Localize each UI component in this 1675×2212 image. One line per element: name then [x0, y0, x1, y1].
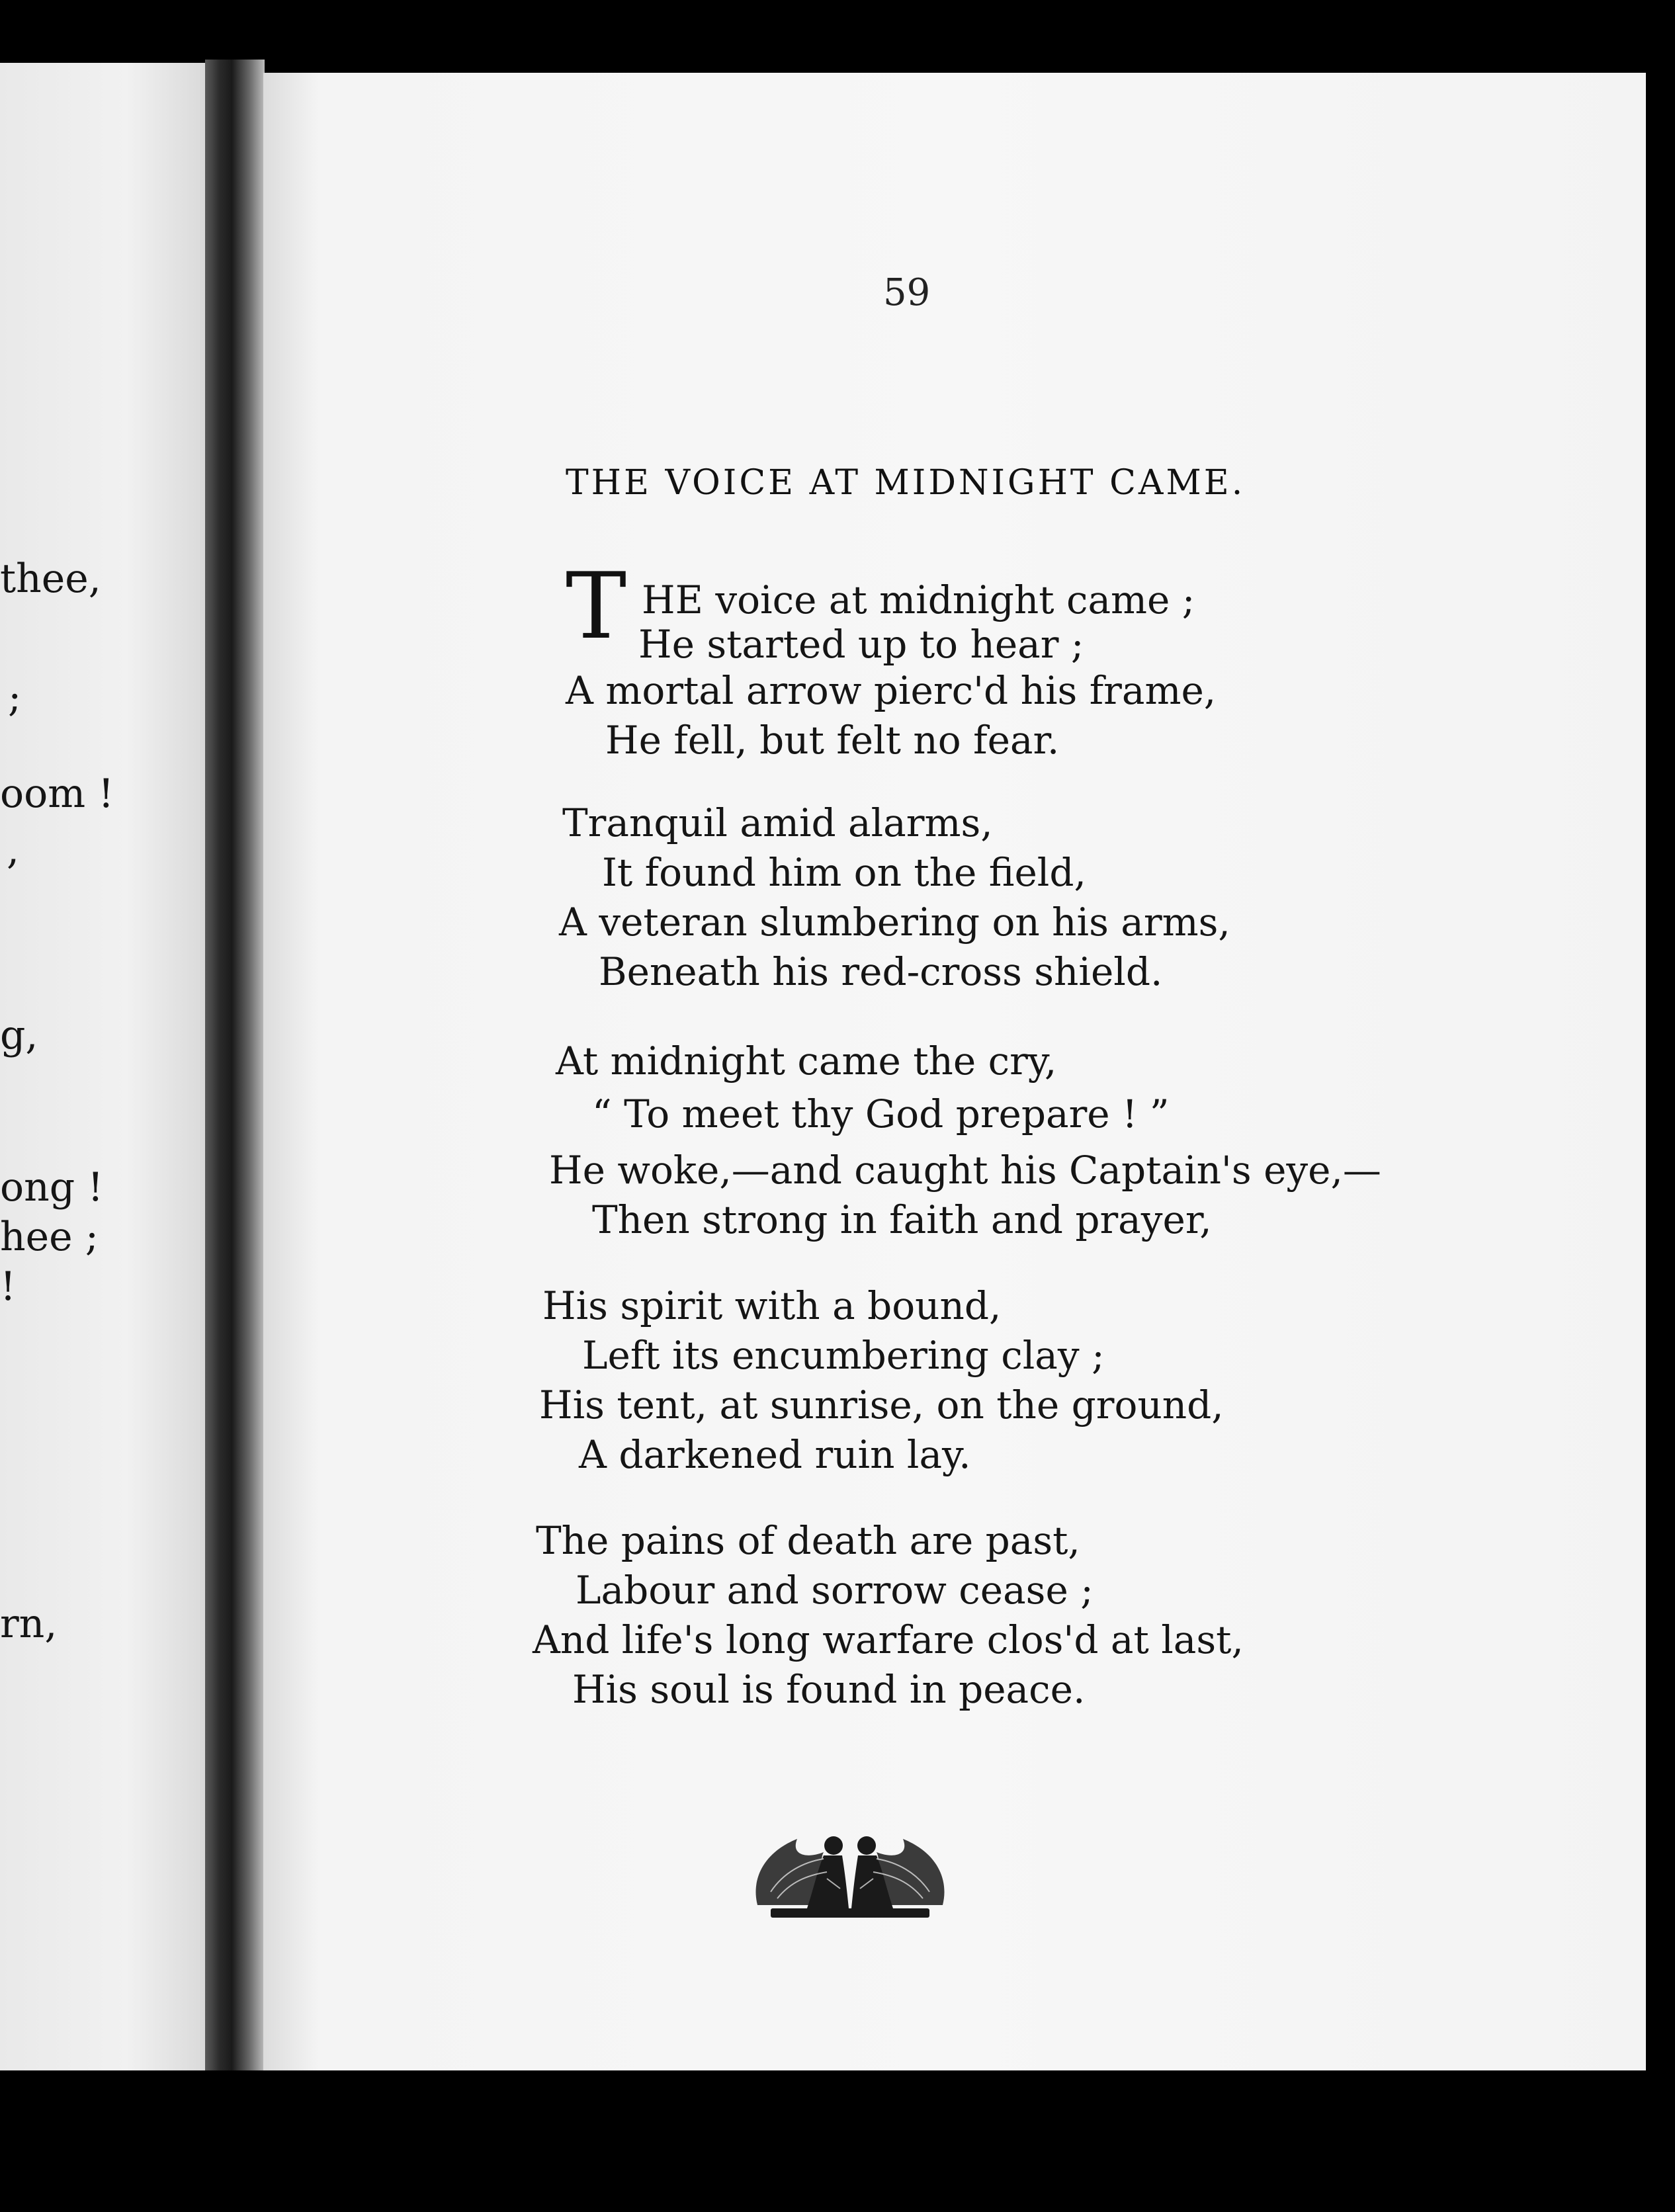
- facing-page: [0, 63, 212, 2070]
- poem-line: And life's long warfare clos'd at last,: [533, 1617, 1244, 1662]
- page-number: 59: [883, 271, 931, 314]
- poem-line: He fell, but felt no fear.: [605, 718, 1060, 763]
- poem-line: The pains of death are past,: [536, 1518, 1080, 1563]
- poem-line: Tranquil amid alarms,: [562, 800, 993, 845]
- facing-page-fragment: hee ;: [0, 1214, 99, 1260]
- poem-line: His spirit with a bound,: [542, 1283, 1002, 1328]
- facing-page-fragment: oom !: [0, 771, 114, 817]
- drop-cap: T: [566, 553, 627, 659]
- poem-line: Left its encumbering clay ;: [582, 1333, 1105, 1378]
- poem-line: It found him on the field,: [602, 850, 1086, 895]
- facing-page-fragment: g,: [0, 1012, 38, 1058]
- angels-ornament-icon: [744, 1826, 956, 1925]
- facing-page-fragment: ;: [8, 675, 22, 721]
- poem-line: Labour and sorrow cease ;: [576, 1568, 1094, 1613]
- facing-page-fragment: ,: [7, 827, 20, 873]
- facing-page-fragment: rn,: [0, 1601, 58, 1647]
- facing-page-fragment: thee,: [0, 556, 101, 602]
- poem-line: Then strong in faith and prayer,: [592, 1197, 1212, 1242]
- poem-line: Beneath his red-cross shield.: [599, 949, 1163, 994]
- poem-line: “ To meet thy God prepare ! ”: [592, 1091, 1170, 1136]
- facing-page-fragment: !: [0, 1263, 17, 1310]
- poem-line: HE voice at midnight came ;: [642, 577, 1195, 622]
- poem-line: A darkened ruin lay.: [579, 1432, 971, 1477]
- poem-line: His tent, at sunrise, on the ground,: [539, 1382, 1224, 1427]
- poem-line: A mortal arrow pierc'd his frame,: [566, 668, 1217, 713]
- facing-page-fragment: ong !: [0, 1164, 104, 1211]
- poem-title: THE VOICE AT MIDNIGHT CAME.: [566, 463, 1246, 503]
- book-gutter: [205, 60, 265, 2070]
- poem-line: A veteran slumbering on his arms,: [559, 900, 1230, 945]
- poem-line: He woke,—and caught his Captain's eye,—: [549, 1148, 1381, 1193]
- poem-line: His soul is found in peace.: [572, 1667, 1086, 1712]
- poem-line: At midnight came the cry,: [556, 1039, 1057, 1084]
- poem-line: He started up to hear ;: [638, 622, 1084, 667]
